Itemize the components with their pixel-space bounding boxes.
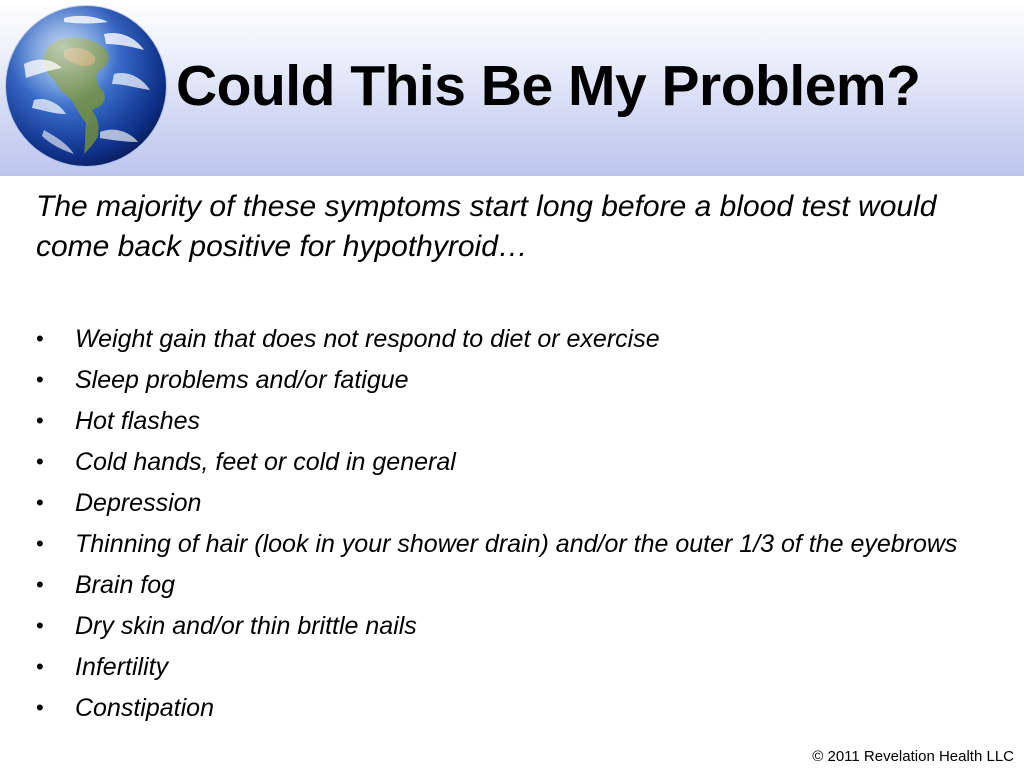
- symptom-text: Infertility: [75, 653, 169, 681]
- list-item: [36, 691, 996, 725]
- bullet-icon: •: [36, 695, 44, 720]
- bullet-icon: •: [36, 490, 44, 515]
- list-item: [36, 609, 996, 643]
- symptom-text: Brain fog: [75, 571, 176, 599]
- bullet-icon: •: [36, 613, 44, 638]
- list-item: [36, 527, 996, 561]
- bullet-icon: •: [36, 572, 44, 597]
- slide-title: Could This Be My Problem?: [176, 54, 921, 118]
- bullet-icon: •: [36, 449, 44, 474]
- symptom-text: Sleep problems and/or fatigue: [75, 366, 409, 394]
- bullet-icon: •: [36, 326, 44, 351]
- symptom-text: Cold hands, feet or cold in general: [75, 448, 456, 476]
- bullet-icon: •: [36, 654, 44, 679]
- symptom-text: Dry skin and/or thin brittle nails: [75, 612, 417, 640]
- list-item: [36, 404, 996, 438]
- symptom-text: Depression: [75, 489, 202, 517]
- list-item: [36, 363, 996, 397]
- list-item: [36, 650, 996, 684]
- intro-text: The majority of these symptoms start long before a blood test would come back positive for hypothyroid…: [36, 190, 937, 263]
- symptom-text: Thinning of hair (look in your shower drain) and/or the outer 1/3 of the eyebrows: [75, 530, 958, 558]
- symptom-text: Weight gain that does not respond to diet or exercise: [75, 325, 660, 353]
- bullet-icon: •: [36, 367, 44, 392]
- bullet-icon: •: [36, 531, 44, 556]
- symptom-text: Constipation: [75, 694, 214, 722]
- earth-globe-icon: [4, 4, 168, 168]
- list-item: [36, 445, 996, 479]
- list-item: [36, 322, 996, 356]
- symptom-list: [36, 322, 996, 732]
- list-item: [36, 486, 996, 520]
- bullet-icon: •: [36, 408, 44, 433]
- list-item: [36, 568, 996, 602]
- copyright-notice: © 2011 Revelation Health LLC: [812, 748, 1014, 765]
- symptom-text: Hot flashes: [75, 407, 201, 435]
